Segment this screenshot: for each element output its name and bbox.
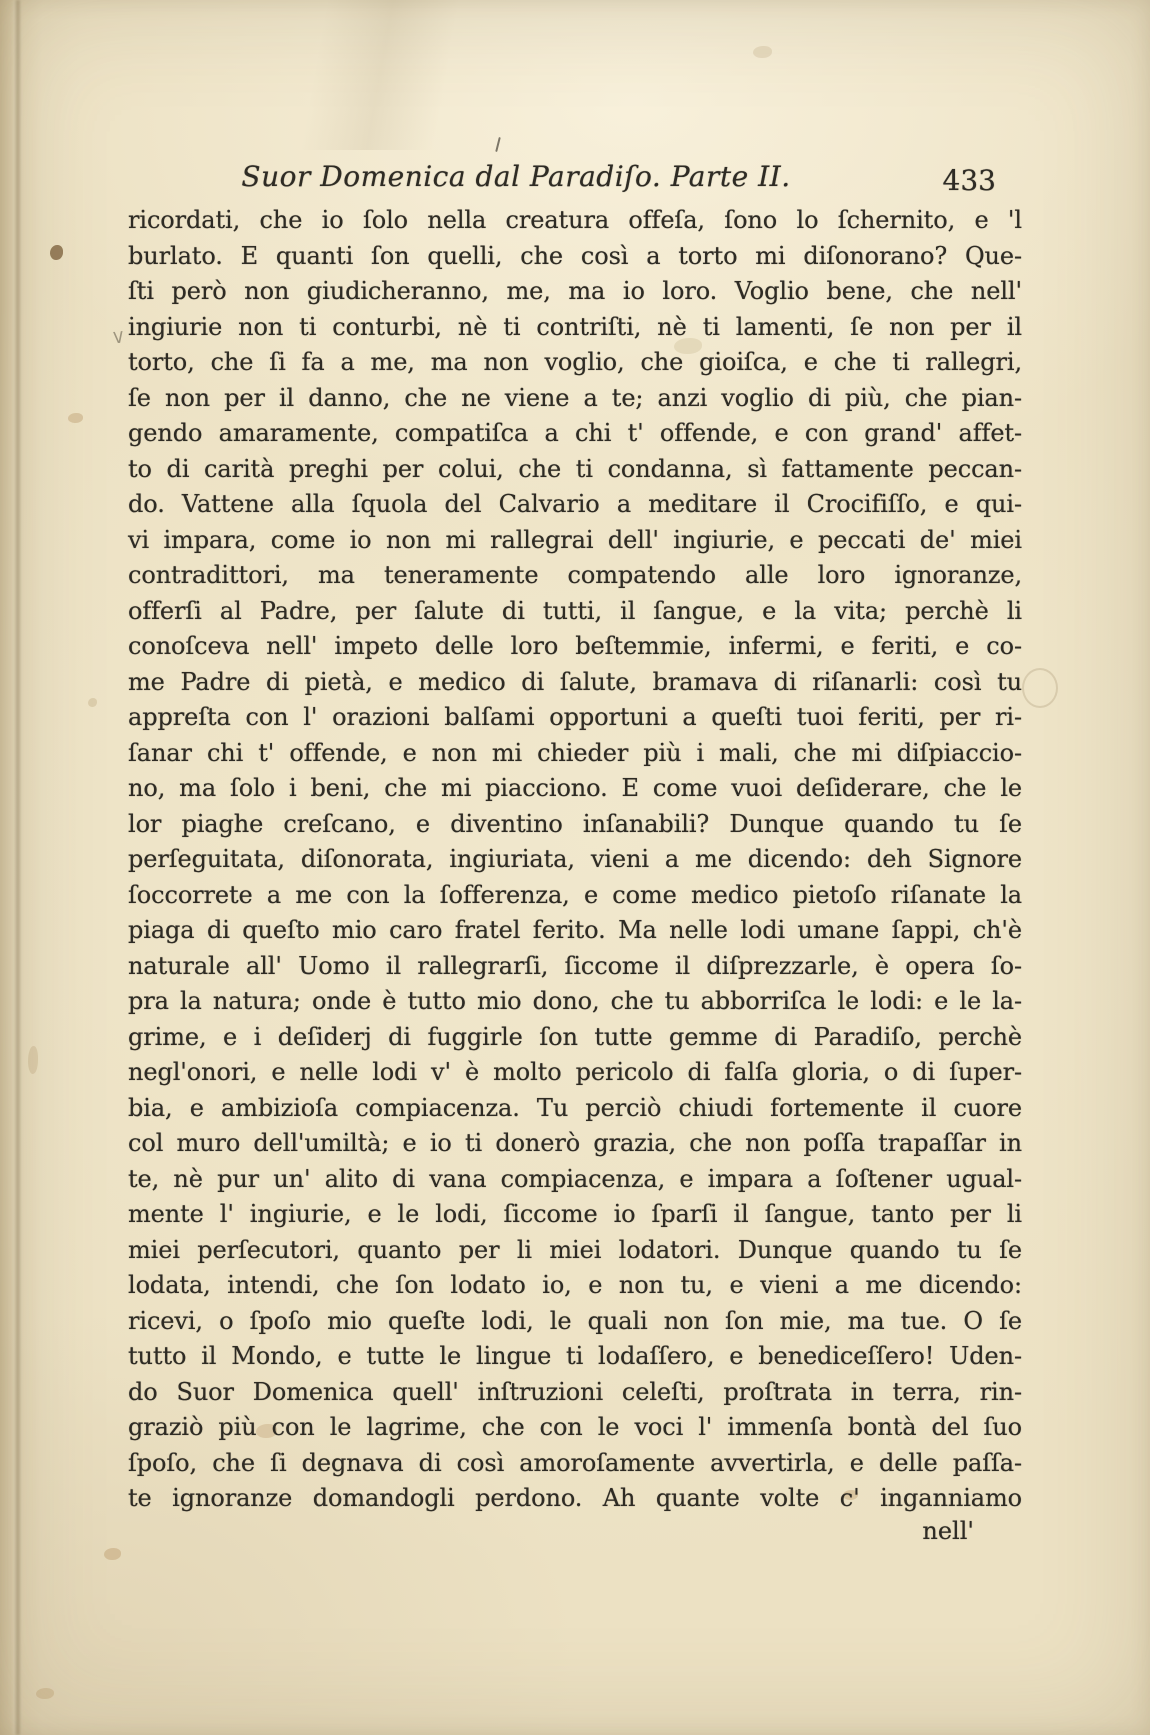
text-line: lor piaghe creſcano, e diventino inſanabili? Dunque quando tu ſe (128, 809, 1022, 838)
paper-crease (60, 0, 700, 150)
text-line: torto, che ſi fa a me, ma non voglio, che gioiſca, e che ti rallegri, (128, 348, 1022, 376)
text-line: ſe non per il danno, che ne viene a te; anzi voglio di più, che pian- (128, 383, 1022, 412)
text-line: pra la natura; onde è tutto mio dono, che tu abborriſca le lodi: e le la- (128, 987, 1022, 1015)
text-line: ſanar chi t' offende, e non mi chieder più i mali, che mi diſpiaccio- (128, 738, 1022, 767)
text-line: tutto il Mondo, e tutte le lingue ti lodaſſero, e benediceſſero! Uden- (128, 1342, 1022, 1370)
text-line: vi impara, come io non mi rallegrai dell' ingiurie, e peccati de' miei (128, 525, 1022, 554)
text-line: mente l' ingiurie, e le lodi, ſiccome io ſparſi il ſangue, tanto per li (128, 1200, 1022, 1228)
text-line: grime, e i deſiderj di fuggirle ſon tutte gemme di Paradiſo, perchè (128, 1022, 1022, 1051)
catchword: nell' (922, 1517, 974, 1545)
text-line: bia, e ambizioſa compiacenza. Tu perciò chiudi fortemente il cuore (128, 1093, 1022, 1122)
running-header-title: Suor Domenica dal Paradiſo. Parte II. (241, 160, 791, 193)
text-line: ricevi, o ſpoſo mio queſte lodi, le quali non ſon mie, ma tue. O ſe (128, 1306, 1022, 1335)
text-line: col muro dell'umiltà; e io ti donerò grazia, che non poſſa trapaſſar in (128, 1129, 1022, 1157)
text-line: no, ma ſolo i beni, che mi piacciono. E come vuoi deſiderare, che le (128, 774, 1022, 802)
text-line: perſeguitata, diſonorata, ingiuriata, vieni a me dicendo: deh Signore (128, 845, 1022, 873)
foxing-spot (753, 46, 772, 58)
text-line: ſoccorrete a me con la ſofferenza, e come medico pietoſo riſanate la (128, 880, 1022, 909)
faint-ring-stain (1022, 668, 1058, 708)
text-line: me Padre di pietà, e medico di ſalute, bramava di riſanarli: così tu (128, 667, 1022, 696)
foxing-spot (50, 245, 63, 260)
foxing-spot (36, 1688, 54, 1699)
text-line: do Suor Domenica quell' inſtruzioni celeſti, proſtrata in terra, rin- (128, 1377, 1022, 1406)
text-block (128, 203, 1022, 1517)
text-line: negl'onori, e nelle lodi v' è molto pericolo di falſa gloria, o di ſuper- (128, 1058, 1022, 1086)
text-line: piaga di queſto mio caro fratel ferito. Ma nelle lodi umane ſappi, ch'è (128, 916, 1022, 944)
text-line: naturale all' Uomo il rallegrarſi, ſiccome il diſprezzarle, è opera ſo- (128, 951, 1022, 980)
foxing-spot (88, 698, 97, 707)
foxing-spot (104, 1548, 121, 1560)
running-header (128, 156, 1022, 198)
handwritten-margin-mark: v (111, 323, 125, 349)
text-line: lodata, intendi, che ſon lodato io, e non tu, e vieni a me dicendo: (128, 1271, 1022, 1299)
text-line: te, nè pur un' alito di vana compiacenza, e impara a ſoſtener ugual- (128, 1164, 1022, 1193)
page-fold-crease (13, 0, 22, 1735)
text-line: te ignoranze domandogli perdono. Ah quante volte c' inganniamo (128, 1484, 1022, 1512)
text-line: ricordati, che io ſolo nella creatura offeſa, ſono lo ſchernito, e 'l (128, 206, 1022, 234)
text-line: do. Vattene alla ſquola del Calvario a meditare il Crocifiſſo, e qui- (128, 490, 1022, 518)
text-line: conoſceva nell' impeto delle loro beſtemmie, infermi, e feriti, e co- (128, 632, 1022, 660)
text-line: appreſta con l' orazioni balſami opportuni a queſti tuoi feriti, per ri- (128, 703, 1022, 731)
foxing-spot (68, 413, 83, 423)
foxing-spot (28, 1046, 38, 1074)
text-line: ingiurie non ti conturbi, nè ti contriſti, nè ti lamenti, ſe non per il (128, 312, 1022, 341)
text-line: miei perſecutori, quanto per li miei lodatori. Dunque quando tu ſe (128, 1235, 1022, 1264)
text-line: to di carità preghi per colui, che ti condanna, sì fattamente peccan- (128, 454, 1022, 483)
text-line: graziò più con le lagrime, che con le voci l' immenſa bontà del ſuo (128, 1413, 1022, 1441)
text-line: ſti però non giudicheranno, me, ma io loro. Voglio bene, che nell' (128, 277, 1022, 305)
text-line: gendo amaramente, compatiſca a chi t' offende, e con grand' affet- (128, 419, 1022, 447)
page-number: 433 (942, 164, 996, 197)
text-line: offerſi al Padre, per ſalute di tutti, il ſangue, e la vita; perchè li (128, 596, 1022, 625)
text-line: contradittori, ma teneramente compatendo alle loro ignoranze, (128, 561, 1022, 589)
text-line: burlato. E quanti ſon quelli, che così a torto mi diſonorano? Que- (128, 241, 1022, 270)
text-line: ſpoſo, che ſi degnava di così amoroſamente avvertirla, e delle paſſa- (128, 1448, 1022, 1477)
